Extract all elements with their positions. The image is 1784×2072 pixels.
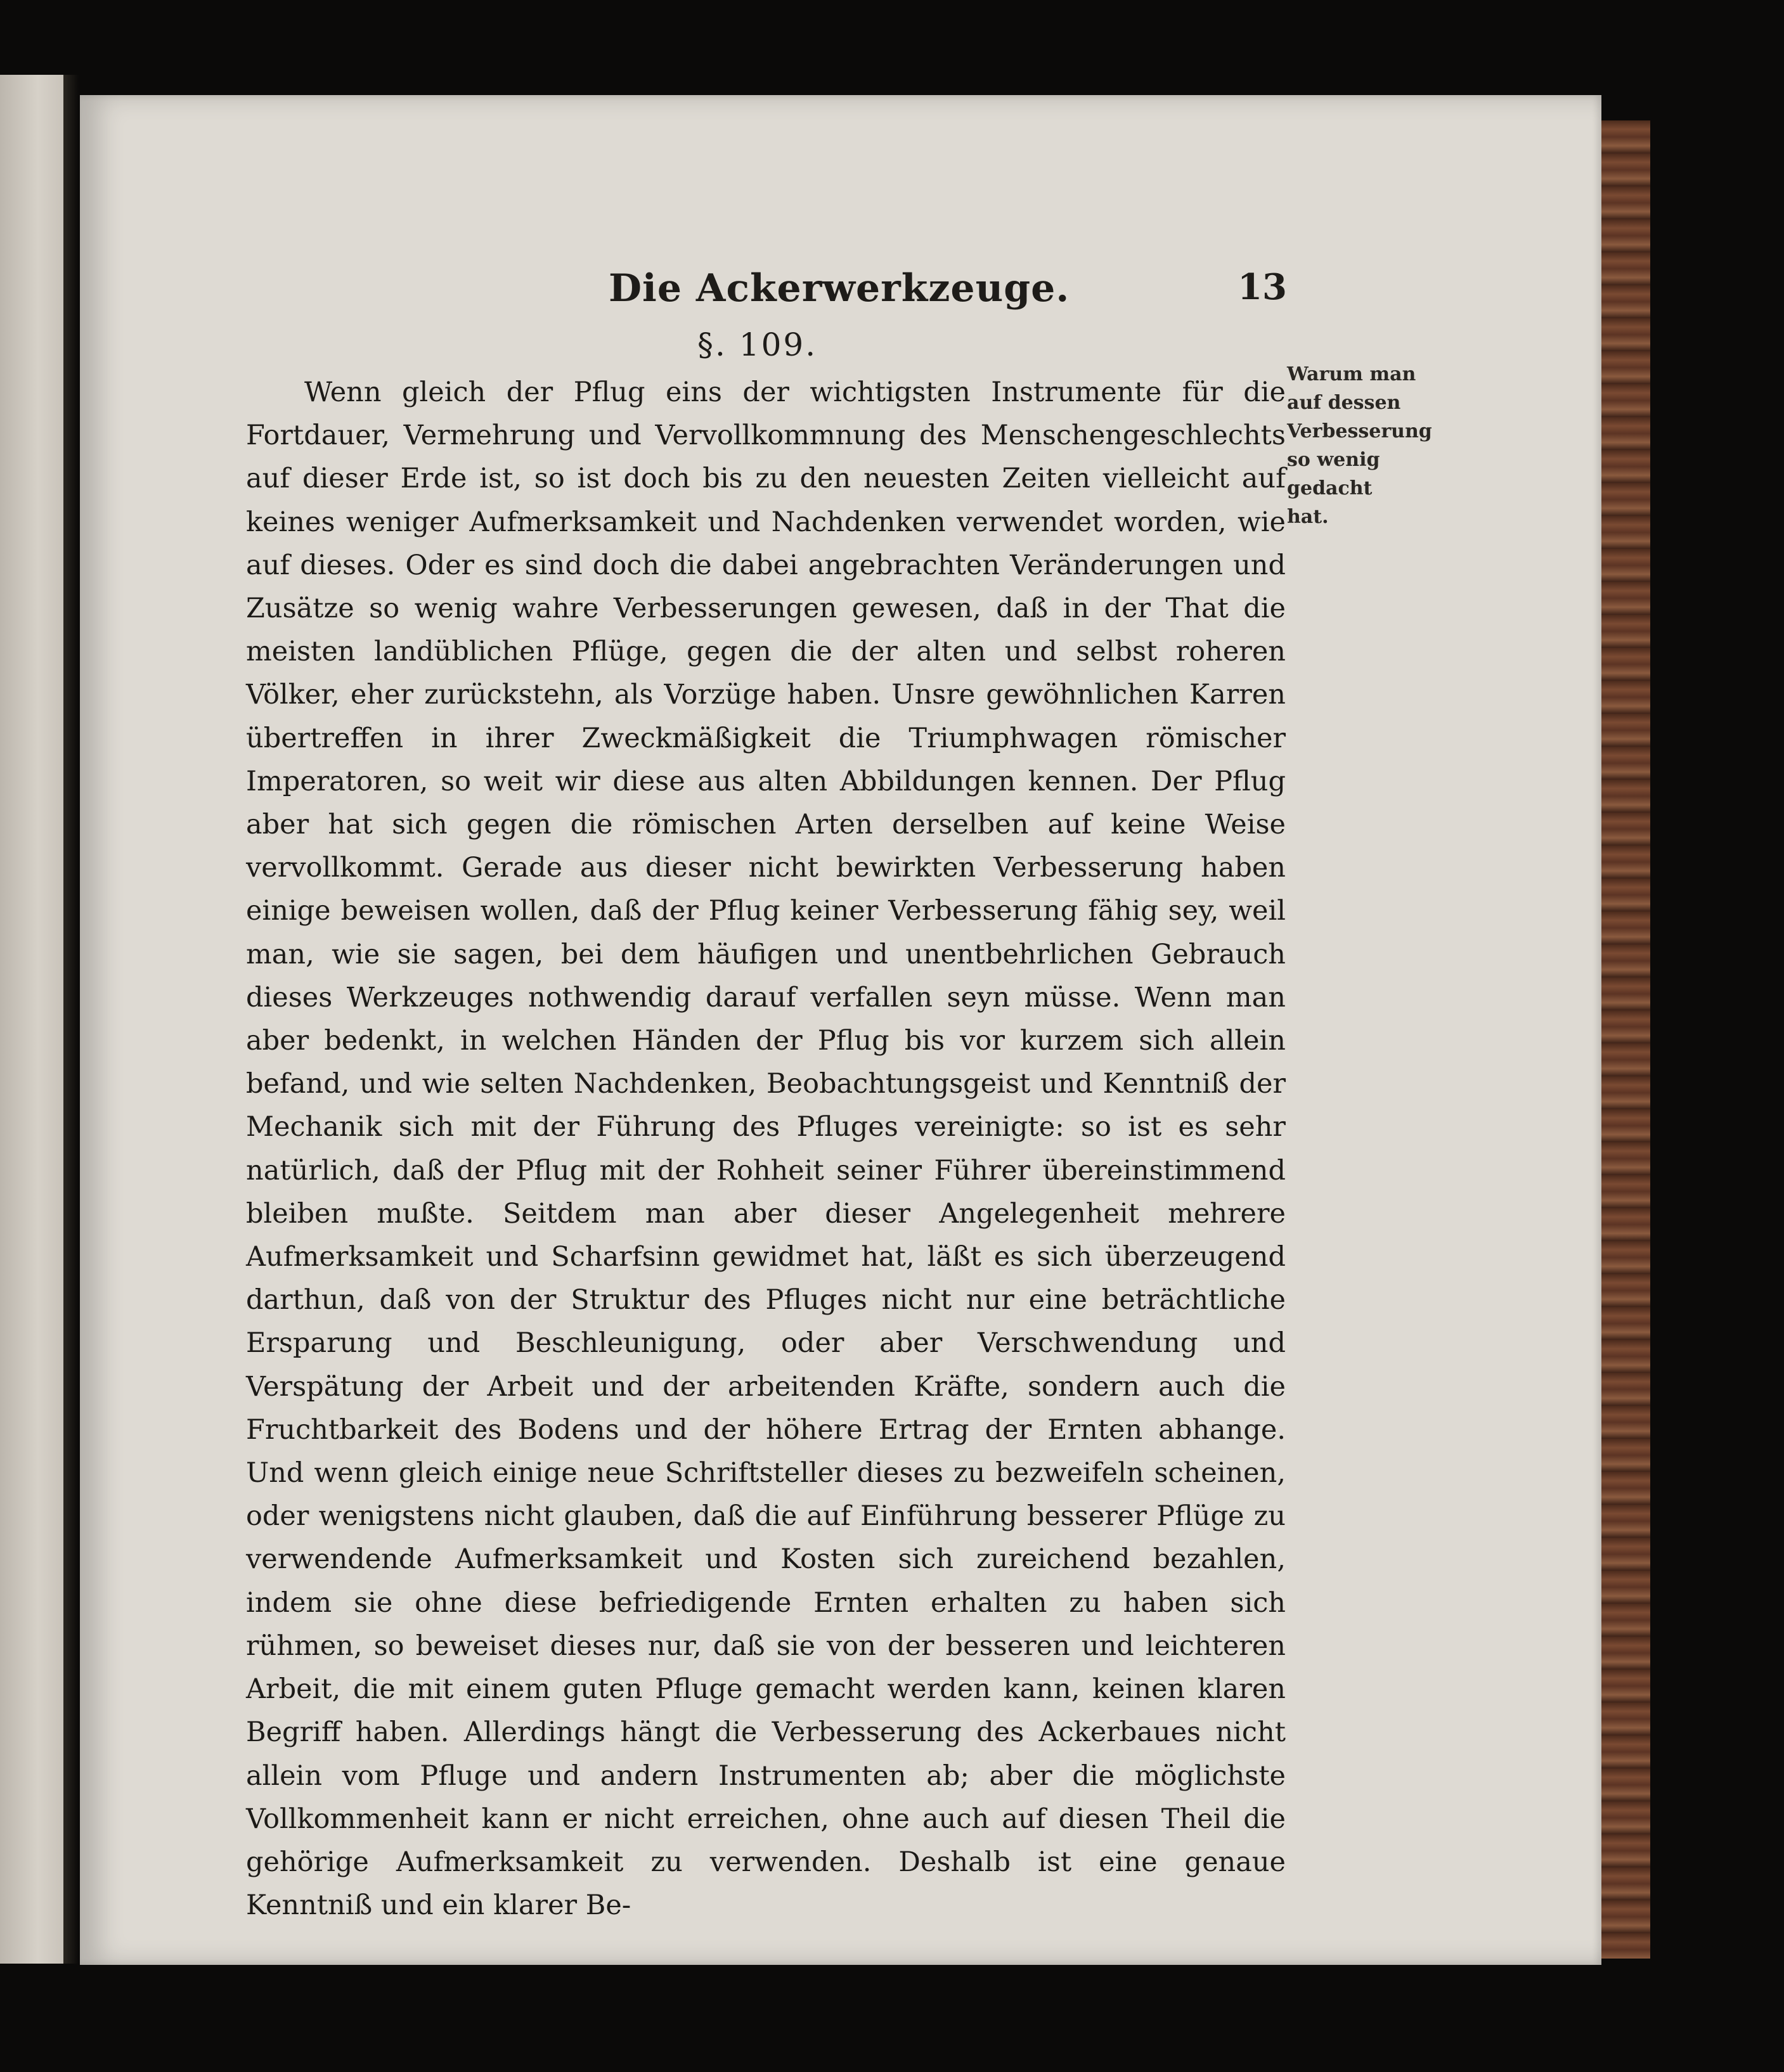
page-number: 13 [1238,266,1287,308]
section-number: §. 109. [697,326,818,363]
book-cover-edge [1598,120,1650,1959]
running-title: Die Ackerwerkzeuge. [609,266,1070,311]
book-gutter [63,75,79,1964]
body-paragraph: Wenn gleich der Pflug eins der wichtigsten Instrumente für die Fortdauer, Vermehrung und Vervollkommnung des Menschengeschlechts auf dieser Erde ist, so ist doch bis zu den neuesten Zeiten vielleicht auf keines weniger Aufmerksamkeit und Nachdenken verwendet worden, wie auf dieses. Oder es sind doch die dabei angebrachten Veränderungen und Zusätze so wenig wahre Verbesserungen gewesen, daß in der That die meisten landüblichen Pflüge, gegen die der alten und selbst roheren Völker, eher zurückstehn, als Vorzüge haben. Unsre gewöhnlichen Karren übertreffen in ihrer Zweckmäßigkeit die Triumphwagen römischer Imperatoren, so weit wir diese aus alten Abbildungen kennen. Der Pflug aber hat sich gegen die römischen Arten derselben auf keine Weise vervollkommt. Gerade aus dieser nicht bewirkten Verbesserung haben einige beweisen wollen, daß der Pflug keiner Verbesserung fähig sey, weil man, wie sie sagen, bei dem häufigen und unentbehrlichen Gebrauch dieses Werkzeuges nothwendig darauf verfallen seyn müsse. Wenn man aber bedenkt, in welchen Händen der Pflug bis vor kurzem sich allein befand, und wie selten Nachdenken, Beobachtungsgeist und Kenntniß der Mechanik sich mit der Führung des Pfluges vereinigte: so ist es sehr natürlich, daß der Pflug mit der Rohheit seiner Führer übereinstimmend bleiben mußte. Seitdem man aber dieser Angelegenheit mehrere Aufmerksamkeit und Scharfsinn gewidmet hat, läßt es sich überzeugend darthun, daß von der Struktur des Pfluges nicht nur eine beträchtliche Ersparung und Beschleunigung, oder aber Verschwendung und Verspätung der Arbeit und der arbeitenden Kräfte, sondern auch die Fruchtbarkeit des Bodens und der höhere Ertrag der Ernten abhange. Und wenn gleich einige neue Schriftsteller dieses zu bezweifeln scheinen, oder wenigstens nicht glauben, daß die auf Einführung besserer Pflüge zu verwendende Aufmerksamkeit und Kosten sich zureichend bezahlen, indem sie ohne diese befriedigende Ernten erhalten zu haben sich rühmen, so beweiset dieses nur, daß sie von der besseren und leichteren Arbeit, die mit einem guten Pfluge gemacht werden kann, keinen klaren Begriff haben. Allerdings hängt die Verbesserung des Ackerbaues nicht allein vom Pfluge und andern Instrumenten ab; aber die möglichste Vollkommenheit kann er nicht erreichen, ohne auch auf diesen Theil die gehörige Aufmerksamkeit zu verwenden. Deshalb ist eine genaue Kenntniß und ein klarer Be- [246,376,1286,1922]
marginal-note: Warum man auf dessen Verbesserung so wenig gedacht hat. [1287,363,1432,528]
left-page-edge [0,75,65,1964]
running-header [609,266,1287,317]
